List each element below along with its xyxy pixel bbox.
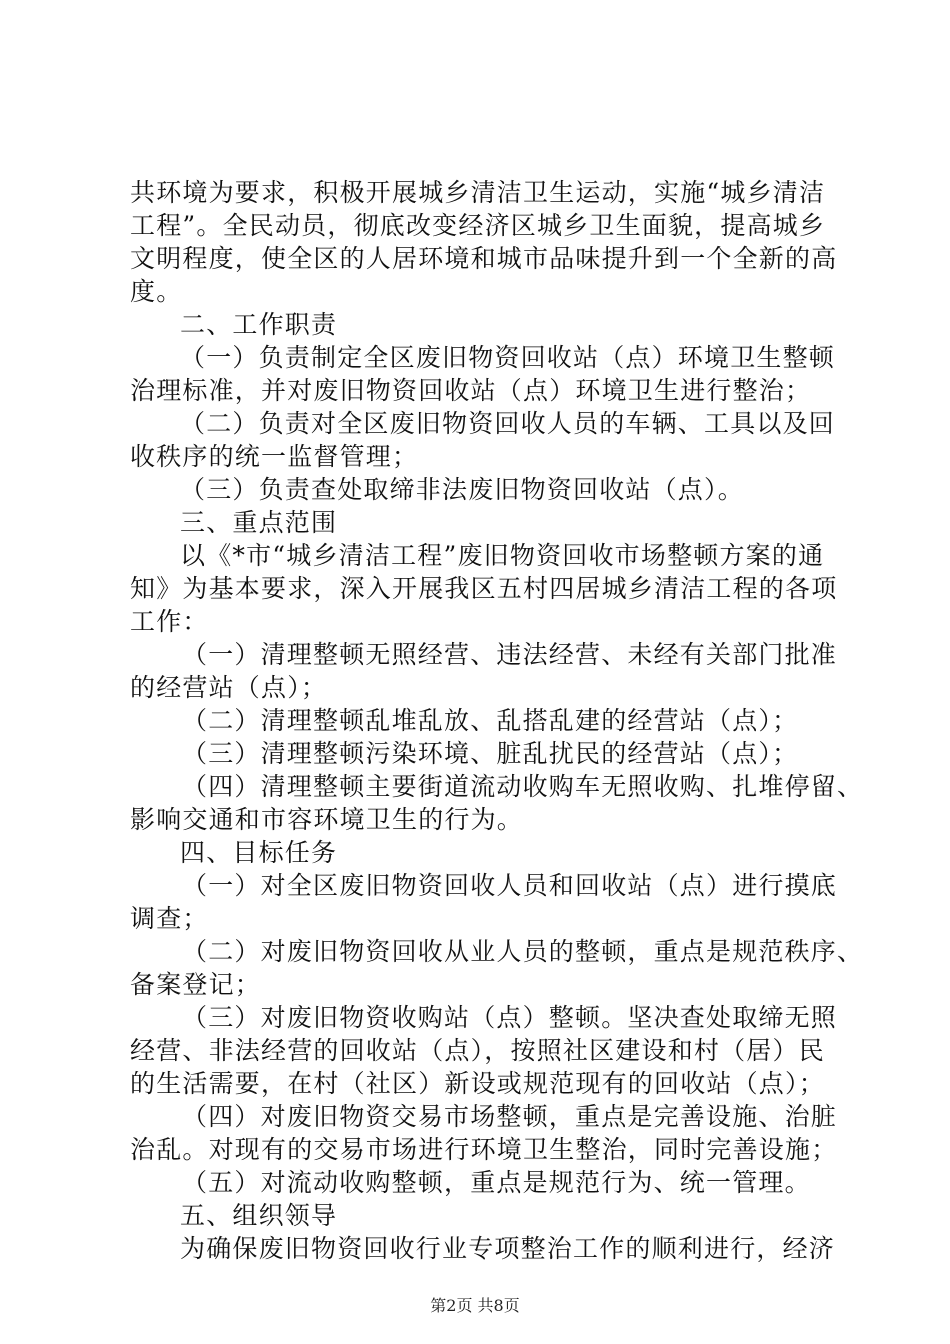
paragraph-line: 备案登记； xyxy=(130,970,262,999)
paragraph-line: （三）对废旧物资收购站（点）整顿。坚决查处取缔无照 xyxy=(182,1003,838,1032)
section-heading: 四、目标任务 xyxy=(180,838,338,867)
paragraph-line: （二）负责对全区废旧物资回收人员的车辆、工具以及回 xyxy=(180,409,836,438)
paragraph-line: 文明程度，使全区的人居环境和城市品味提升到一个全新的高 xyxy=(130,244,838,273)
paragraph-line: 共环境为要求，积极开展城乡清洁卫生运动，实施“城乡清洁 xyxy=(130,178,826,207)
paragraph-line: 调查； xyxy=(130,904,209,933)
paragraph-line: （四）清理整顿主要街道流动收购车无照收购、扎堆停留、 xyxy=(182,772,864,801)
paragraph-line: 工作： xyxy=(130,607,209,636)
paragraph-line: 度。 xyxy=(130,277,183,306)
section-heading: 五、组织领导 xyxy=(180,1201,338,1230)
paragraph-line: 以《*市“城乡清洁工程”废旧物资回收市场整顿方案的通 xyxy=(180,541,825,570)
section-heading: 二、工作职责 xyxy=(180,310,338,339)
section-heading: 三、重点范围 xyxy=(180,508,338,537)
paragraph-line: 经营、非法经营的回收站（点），按照社区建设和村（居）民 xyxy=(130,1036,825,1065)
paragraph-line: （三）负责查处取缔非法废旧物资回收站（点）。 xyxy=(180,475,744,504)
paragraph-line: 为确保废旧物资回收行业专项整治工作的顺利进行，经济 xyxy=(180,1234,836,1263)
paragraph-line: 治理标准，并对废旧物资回收站（点）环境卫生进行整治； xyxy=(130,376,812,405)
paragraph-line: （四）对废旧物资交易市场整顿，重点是完善设施、治脏 xyxy=(182,1102,838,1131)
paragraph-line: （一）对全区废旧物资回收人员和回收站（点）进行摸底 xyxy=(182,871,838,900)
paragraph-line: 治乱。对现有的交易市场进行环境卫生整治，同时完善设施； xyxy=(130,1135,838,1164)
paragraph-line: 影响交通和市容环境卫生的行为。 xyxy=(130,805,524,834)
paragraph-line: （五）对流动收购整顿，重点是规范行为、统一管理。 xyxy=(182,1168,811,1197)
paragraph-line: 的生活需要，在村（社区）新设或规范现有的回收站（点）； xyxy=(130,1069,825,1098)
paragraph-line: （一）负责制定全区废旧物资回收站（点）环境卫生整顿 xyxy=(180,343,836,372)
paragraph-line: （二）对废旧物资回收从业人员的整顿，重点是规范秩序、 xyxy=(182,937,864,966)
paragraph-line: （一）清理整顿无照经营、违法经营、未经有关部门批准 xyxy=(182,640,838,669)
paragraph-line: 工程”。全民动员，彻底改变经济区城乡卫生面貌，提高城乡 xyxy=(130,211,826,240)
page-footer: 第2页 共8页 xyxy=(430,1296,520,1315)
paragraph-line: （二）清理整顿乱堆乱放、乱搭乱建的经营站（点）； xyxy=(182,706,799,735)
paragraph-line: 知》为基本要求，深入开展我区五村四居城乡清洁工程的各项 xyxy=(130,574,838,603)
paragraph-line: （三）清理整顿污染环境、脏乱扰民的经营站（点）； xyxy=(182,739,799,768)
paragraph-line: 的经营站（点）； xyxy=(130,673,328,702)
paragraph-line: 收秩序的统一监督管理； xyxy=(130,442,419,471)
